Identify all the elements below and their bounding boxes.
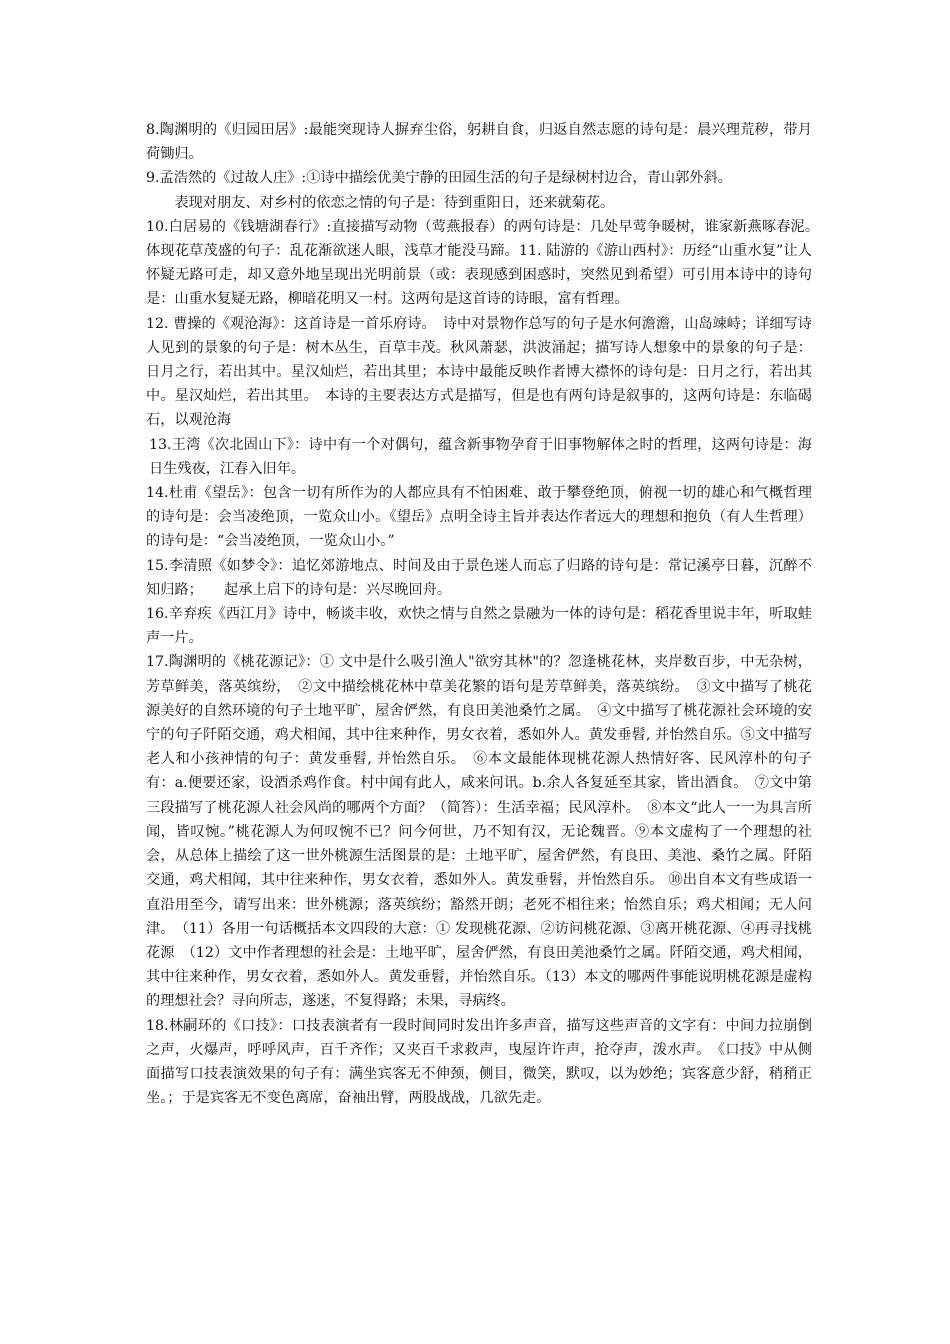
- paragraph-9-guo-gu-ren-zhuang: 9.孟浩然的《过故人庄》:①诗中描绘优美宁静的田园生活的句子是绿树村边合，青山郭外斜。: [146, 170, 732, 187]
- paragraph-16-xi-jiang-yue: 16.辛弃疾《西江月》诗中，畅谈丰收，欢快之情与自然之景融为一体的诗句是：稻花香里说丰年，听取蛙声一片。: [146, 606, 812, 647]
- paragraph-17-tao-hua-yuan-ji: 17.陶渊明的《桃花源记》：① 文中是什么吸引渔人"欲穷其林"的？忽逢桃花林，夹岸数百步，中无杂树，芳草鲜美，落英缤纷， ②文中描绘桃花林中草美花繁的语句是芳草鲜美，落英缤纷。 ③文中描写了桃花源美好的自然环境的句子土地平旷，屋舍俨然，有良田美池桑竹之属。 ④文中描写了桃花源社会环境的安宁的句子阡陌交通，鸡犬相闻，其中往来种作，男女衣着，悉如外人。黄发垂髫, 并怡然自乐。⑤文中描写老人和小孩神情的句子：黄发垂髫, 并怡然自乐。 ⑥本文最能体现桃花源人热情好客、民风淳朴的句子有：a.便要还家，设酒杀鸡作食。村中闻有此人，咸来问讯。b.余人各复延至其家，皆出酒食。 ⑦文中第三段描写了桃花源人社会风尚的哪两个方面？（简答）：生活幸福；民风淳朴。 ⑧本文“此人一一为具言所闻，皆叹惋。”桃花源人为何叹惋不已？问今何世，乃不知有汉，无论魏晋。⑨本文虚构了一个理想的社会，从总体上描绘了这一世外桃源生活图景的是：土地平旷，屋舍俨然，有良田、美池、桑竹之属。阡陌交通，鸡犬相闻，其中往来种作，男女衣着，悉如外人。黄发垂髫，并怡然自乐。 ⑩出自本文有些成语一直沿用至今，请写出来：世外桃源；落英缤纷；豁然开朗；老死不相往来；怡然自乐；鸡犬相闻；无人问津。 （11）各用一句话概括本文四段的大意：① 发现桃花源、②访问桃花源、③离开桃花源、④再寻找桃花源 （12）文中作者理想的社会是：土地平旷，屋舍俨然，有良田美池桑竹之属。阡陌交通，鸡犬相闻，其中往来种作，男女衣着，悉如外人。黄发垂髫，并怡然自乐。（13）本文的哪两件事能说明桃花源是虚构的理想社会？寻向所志，遂迷，不复得路；未果，寻病终。: [146, 654, 812, 1010]
- paragraph-18-kou-ji: 18.林嗣环的《口技》：口技表演者有一段时间同时发出许多声音，描写这些声音的文字有：中间力拉崩倒之声，火爆声，呼呼风声，百千齐作；又夹百千求救声，曳屋许许声，抢夺声，泼水声。 《口技》中从侧面描写口技表演效果的句子有：满坐宾客无不伸颈，侧目，微笑，默叹，以为妙绝；宾客意少舒，稍稍正坐。；于是宾客无不变色离席，奋袖出臂，两股战战，几欲先走。: [146, 1017, 812, 1107]
- paragraph-10-qian-tang-hu-chun-xing: 10.白居易的《钱塘湖春行》:直接描写动物（莺燕报春）的两句诗是：几处早莺争暖树，谁家新燕啄春泥。 体现花草茂盛的句子：乱花渐欲迷人眼，浅草才能没马蹄。11. 陆游的《游山西村》：历经“山重水复”让人怀疑无路可走，却又意外地呈现出光明前景（或：表现感到困惑时，突然见到希望）可引用本诗中的诗句是：山重水复疑无路，柳暗花明又一村。这两句是这首诗的诗眼，富有哲理。: [146, 218, 827, 308]
- paragraph-9-continuation: 表现对朋友、对乡村的依恋之情的句子是：待到重阳日，还来就菊花。: [174, 194, 615, 211]
- paragraph-15-ru-meng-ling: 15.李清照《如梦令》：追忆郊游地点、时间及由于景色迷人而忘了归路的诗句是：常记溪亭日暮，沉醉不知归路； 起承上启下的诗句是：兴尽晚回舟。: [146, 557, 812, 598]
- paragraph-13-ci-bei-gu-shan-xia: 13.王湾《次北固山下》：诗中有一个对偶句，蕴含新事物孕育于旧事物解体之时的哲理，这两句诗是：海日生残夜，江春入旧年。: [149, 436, 812, 477]
- paragraph-14-wang-yue: 14.杜甫《望岳》：包含一切有所作为的人都应具有不怕困难、敢于攀登绝顶，俯视一切的雄心和气概哲理的诗句是：会当凌绝顶，一览众山小。《望岳》点明全诗主旨并表达作者远大的理想和抱负（有人生哲理）的诗句是：“会当凌绝顶，一览众山小。”: [146, 485, 812, 550]
- paragraph-8-gui-yuan-tian-ju: 8.陶渊明的《归园田居》:最能突现诗人摒弃尘俗，躬耕自食，归返自然志愿的诗句是：晨兴理荒秽，带月荷锄归。: [146, 122, 812, 163]
- document-body: [146, 118, 827, 1110]
- paragraph-12-guan-cang-hai: 12. 曹操的《观沧海》：这首诗是一首乐府诗。 诗中对景物作总写的句子是水何澹澹，山岛竦峙；详细写诗人见到的景象的句子是：树木丛生，百草丰茂。秋风萧瑟，洪波涌起；描写诗人想象中的景象的句子是：日月之行，若出其中。星汉灿烂，若出其里；本诗中最能反映作者博大襟怀的诗句是：日月之行，若出其中。星汉灿烂，若出其里。 本诗的主要表达方式是描写，但是也有两句诗是叙事的，这两句诗是：东临碣石，以观沧海: [146, 315, 812, 429]
